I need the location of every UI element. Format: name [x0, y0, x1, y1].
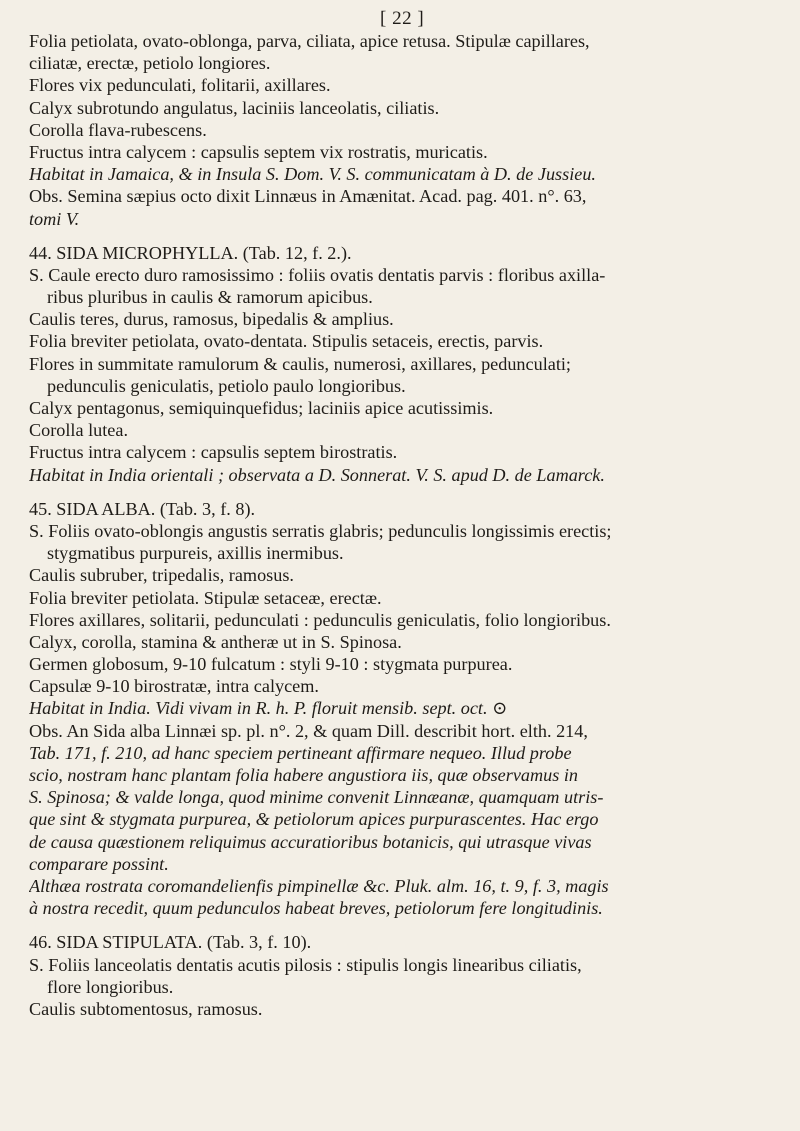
text-line: Althæa rostrata coromandelienfis pimpinellæ &c. Pluk. alm. 16, t. 9, f. 3, magis — [29, 875, 609, 896]
text-line: Calyx, corolla, stamina & antheræ ut in S. Spinosa. — [29, 631, 402, 652]
text-line: scio, nostram hanc plantam folia habere angustiora iis, quæ observamus in — [29, 765, 578, 785]
text-line: Obs. An Sida alba Linnæi sp. pl. n°. 2, & quam Dill. describit hort. elth. 214, — [29, 720, 588, 741]
text-line: Calyx subrotundo angulatus, laciniis lanceolatis, ciliatis. — [29, 97, 440, 118]
text-line: Caulis teres, durus, ramosus, bipedalis & amplius. — [29, 309, 394, 330]
text-line: ciliatæ, erectæ, petiolo longiores. — [29, 53, 271, 74]
text-line: S. Spinosa; & valde longa, quod minime convenit Linnæanæ, quamquam utris- — [29, 787, 604, 808]
text-line: que sint & stygmata purpurea, & petiolorum apices purpurascentes. Hac ergo — [29, 809, 599, 830]
species-paragraph — [29, 498, 771, 920]
paragraph-gap — [29, 919, 771, 931]
text-line: flore longioribus. — [47, 976, 174, 997]
text-line: Corolla flava-rubescens. — [29, 119, 207, 140]
text-line: Germen globosum, 9-10 fulcatum : styli 9-10 : stygmata purpurea. — [29, 654, 513, 675]
text-line: stygmatibus purpureis, axillis inermibus. — [47, 543, 344, 564]
species-paragraph — [29, 931, 771, 1020]
text-line: Folia breviter petiolata. Stipulæ setaceæ, erectæ. — [29, 587, 382, 608]
text-line: à nostra recedit, quum pedunculos habeat breves, petiolorum fere longitudinis. — [29, 898, 603, 919]
species-paragraph — [29, 30, 771, 230]
species-heading: 44. SIDA MICROPHYLLA. (Tab. 12, f. 2.). — [29, 242, 352, 263]
text-line: S. Caule erecto duro ramosissimo : foliis ovatis dentatis parvis : floribus axilla- — [29, 264, 606, 285]
species-heading: 45. SIDA ALBA. (Tab. 3, f. 8). — [29, 498, 256, 519]
text-line: Flores axillares, solitarii, pedunculati : pedunculis geniculatis, folio longioribus. — [29, 609, 611, 630]
text-line: ribus pluribus in caulis & ramorum apicibus. — [47, 287, 373, 308]
text-line: Capsulæ 9-10 birostratæ, intra calycem. — [29, 676, 319, 697]
text-line: Tab. 171, f. 210, ad hanc speciem pertineant affirmare nequeo. Illud probe — [29, 742, 572, 763]
page-number: [ 22 ] — [380, 8, 425, 29]
paragraph-gap — [29, 486, 771, 498]
text-line: Habitat in India orientali ; observata a D. Sonnerat. V. S. apud D. de Lamarck. — [29, 464, 605, 485]
text-line: Flores vix pedunculati, folitarii, axillares. — [29, 75, 331, 96]
species-paragraph — [29, 242, 771, 486]
text-line: Caulis subtomentosus, ramosus. — [29, 998, 263, 1019]
text-line: Calyx pentagonus, semiquinquefidus; laciniis apice acutissimis. — [29, 398, 494, 418]
text-line: S. Foliis lanceolatis dentatis acutis pilosis : stipulis longis linearibus ciliatis, — [29, 954, 582, 975]
text-line: comparare possint. — [29, 853, 169, 874]
text-line: Folia petiolata, ovato-oblonga, parva, ciliata, apice retusa. Stipulæ capillares, — [29, 31, 590, 51]
text-line: Caulis subruber, tripedalis, ramosus. — [29, 565, 294, 586]
text-line: S. Foliis ovato-oblongis angustis serratis glabris; pedunculis longissimis erectis; — [29, 520, 612, 541]
paragraph-gap — [29, 230, 771, 242]
page-body — [29, 30, 771, 1020]
text-line: Habitat in India. Vidi vivam in R. h. P. floruit mensib. sept. oct. ⊙ — [29, 698, 508, 719]
text-line: Fructus intra calycem : capsulis septem birostratis. — [29, 442, 398, 463]
text-line: Folia breviter petiolata, ovato-dentata. Stipulis setaceis, erectis, parvis. — [29, 331, 544, 352]
text-line: Flores in summitate ramulorum & caulis, numerosi, axillares, pedunculati; — [29, 353, 571, 374]
text-line: pedunculis geniculatis, petiolo paulo longioribus. — [47, 375, 406, 396]
text-line: Obs. Semina sæpius octo dixit Linnæus in Amænitat. Acad. pag. 401. n°. 63, — [29, 186, 587, 207]
text-line: de causa quæstionem reliquimus accuratioribus botanicis, qui utrasque vivas — [29, 831, 592, 852]
text-line: Habitat in Jamaica, & in Insula S. Dom. V. S. communicatam à D. de Jussieu. — [29, 164, 596, 185]
text-line: Corolla lutea. — [29, 420, 128, 441]
text-line: tomi V. — [29, 208, 80, 229]
species-heading: 46. SIDA STIPULATA. (Tab. 3, f. 10). — [29, 932, 312, 953]
text-line: Fructus intra calycem : capsulis septem vix rostratis, muricatis. — [29, 141, 488, 162]
